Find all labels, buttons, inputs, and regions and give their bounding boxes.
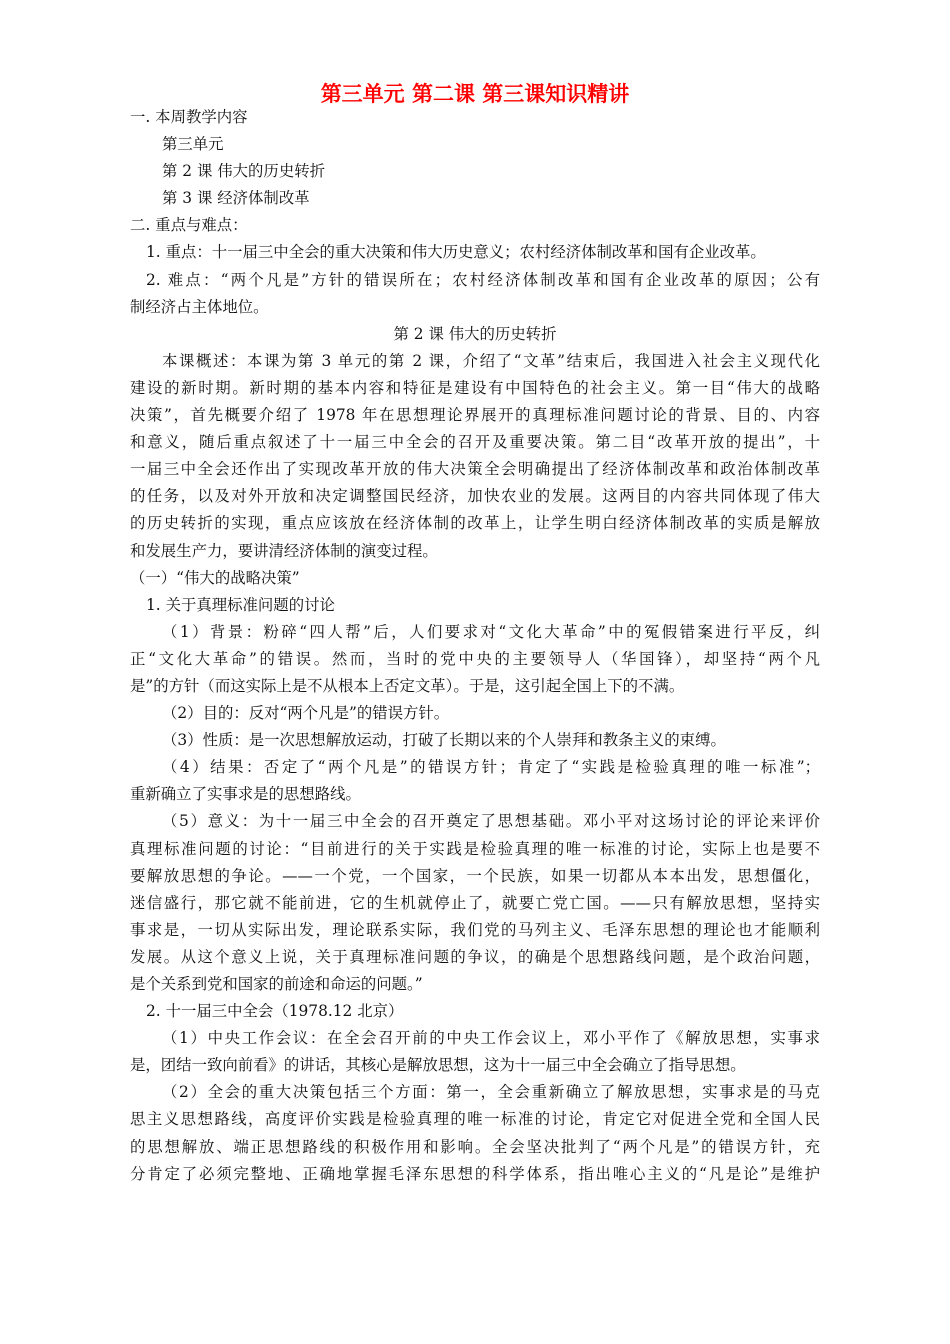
paragraph-line: 真理标准问题的讨论：“目前进行的关于实践是检验真理的唯一标准的讨论，实际上也是要不	[130, 839, 820, 858]
paragraph-line: 事求是，一切从实际出发，理论联系实际，我们党的马列主义、毛泽东思想的理论也才能顺利	[130, 920, 820, 939]
paragraph-line: （1）背景：粉碎“四人帮”后，人们要求对“文化大革命”中的冤假错案进行平反，纠	[162, 622, 820, 641]
paragraph-line: 建设的新时期。新时期的基本内容和特征是建设有中国特色的社会主义。第一目“伟大的战略	[130, 378, 820, 397]
paragraph-line: 是”的方针（而这实际上是不从根本上否定文革）。于是，这引起全国上下的不满。	[130, 676, 685, 695]
paragraph-line: 是个关系到党和国家的前途和命运的问题。”	[130, 975, 423, 993]
paragraph-line: 思主义思想路线，高度评价实践是检验真理的唯一标准的讨论，肯定它对促进全党和全国人民	[130, 1110, 820, 1129]
paragraph-line: 发展。从这个意义上说，关于真理标准问题的争议，的确是个思想路线问题，是个政治问题，	[130, 947, 820, 966]
paragraph-line: 的历史转折的实现，重点应该放在经济体制的改革上，让学生明白经济体制改革的实质是解放	[130, 514, 820, 533]
content-line: 第三单元	[162, 135, 224, 154]
paragraph-line: （3）性质：是一次思想解放运动，打破了长期以来的个人崇拜和教条主义的束缚。	[162, 731, 726, 750]
document-body	[130, 104, 820, 1188]
paragraph-line: 要解放思想的争论。——一个党，一个国家，一个民族，如果一切都从本本出发，思想僵化，	[130, 866, 820, 885]
lesson-heading: 第 2 课 伟大的历史转折	[393, 324, 557, 343]
content-line: 第 3 课 经济体制改革	[162, 189, 310, 208]
paragraph-line: 正“文化大革命”的错误。然而，当时的党中央的主要领导人（华国锋），却坚持“两个凡	[130, 649, 820, 668]
paragraph-line: （1）中央工作会议：在全会召开前的中央工作会议上，邓小平作了《解放思想，实事求	[162, 1029, 820, 1048]
paragraph-line: 本课概述：本课为第 3 单元的第 2 课，介绍了“文革”结束后，我国进入社会主义现代化	[162, 351, 820, 370]
paragraph-line: 的思想解放、端正思想路线的积极作用和影响。全会坚决批判了“两个凡是”的错误方针，充	[130, 1137, 820, 1156]
paragraph-line: 决策”，首先概要介绍了 1978 年在思想理论界展开的真理标准问题讨论的背景、目的、内容	[130, 406, 820, 425]
content-line: 第 2 课 伟大的历史转折	[162, 162, 325, 181]
paragraph-line: 的任务，以及对外开放和决定调整国民经济，加快农业的发展。这两目的内容共同体现了伟大	[130, 487, 820, 506]
subsection-heading: （一）“伟大的战略决策”	[130, 568, 300, 587]
paragraph-line: 分肯定了必须完整地、正确地掌握毛泽东思想的科学体系，指出唯心主义的“凡是论”是维护	[130, 1164, 820, 1183]
paragraph-line: 一届三中全会还作出了实现改革开放的伟大决策全会明确提出了经济体制改革和政治体制改革	[130, 460, 820, 479]
content-line: 1. 重点：十一届三中全会的重大决策和伟大历史意义；农村经济体制改革和国有企业改革。	[146, 243, 766, 262]
paragraph-line: （4）结果：否定了“两个凡是”的错误方针；肯定了“实践是检验真理的唯一标准”；	[162, 758, 820, 777]
subsection-heading: 2. 十一届三中全会（1978.12 北京）	[146, 1002, 404, 1021]
subsection-heading: 1. 关于真理标准问题的讨论	[146, 595, 335, 614]
section-heading: 二. 重点与难点：	[130, 216, 248, 235]
paragraph-line: 和意义，随后重点叙述了十一届三中全会的召开及重要决策。第二目“改革开放的提出”，十	[130, 433, 820, 452]
document-title: 第三单元 第二课 第三课知识精讲	[320, 82, 630, 106]
section-heading: 一. 本周教学内容	[130, 108, 248, 126]
paragraph-line: 迷信盛行，那它就不能前进，它的生机就停止了，就要亡党亡国。——只有解放思想，坚持实	[130, 893, 820, 912]
paragraph-line: 重新确立了实事求是的思想路线。	[130, 785, 361, 804]
paragraph-line: （5）意义：为十一届三中全会的召开奠定了思想基础。邓小平对这场讨论的评论来评价	[162, 812, 820, 831]
paragraph-line: （2）目的：反对“两个凡是”的错误方针。	[162, 704, 450, 723]
content-line: 制经济占主体地位。	[130, 297, 269, 316]
paragraph-line: 和发展生产力，要讲清经济体制的演变过程。	[130, 541, 438, 560]
paragraph-line: 是，团结一致向前看》的讲话，其核心是解放思想，这为十一届三中全会确立了指导思想。	[130, 1056, 746, 1075]
content-line: 2. 难点：“两个凡是”方针的错误所在；农村经济体制改革和国有企业改革的原因；公有	[146, 270, 820, 289]
paragraph-line: （2）全会的重大决策包括三个方面：第一，全会重新确立了解放思想，实事求是的马克	[162, 1083, 820, 1102]
